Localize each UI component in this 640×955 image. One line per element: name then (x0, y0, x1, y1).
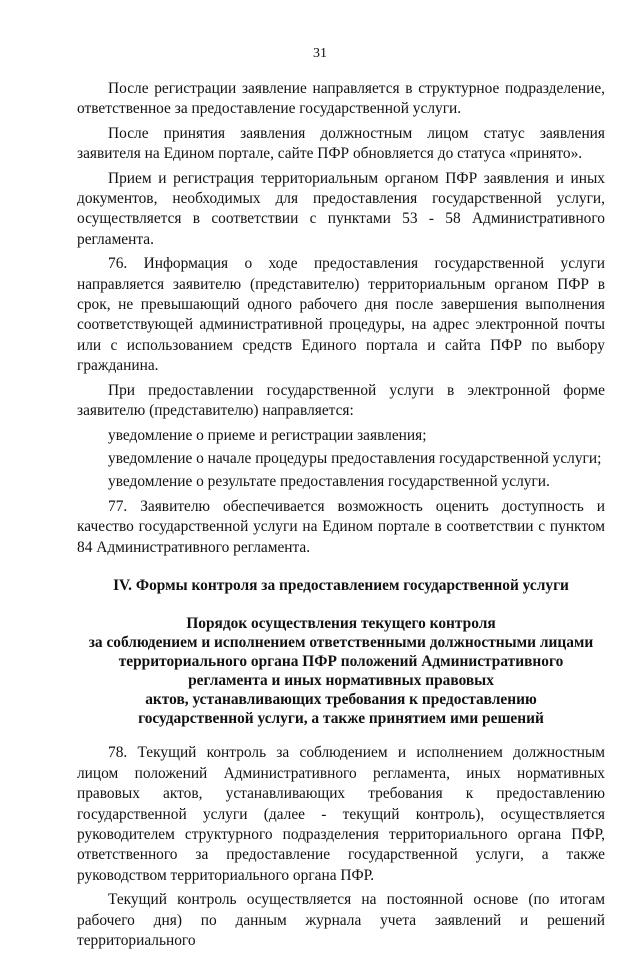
paragraph-76: 76. Информация о ходе предоставления государственной услуги направляется заявителю (представителю) территориальным органом ПФР в срок, не превышающий одного рабочего дня после завершения выполнения соответствующей административной процедуры, на адрес электронной почты или с использованием средств Единого портала и сайта ПФР по выбору гражданина. (77, 255, 605, 375)
section-heading: IV. Формы контроля за предоставлением государственной услуги (113, 576, 569, 594)
subheading-line: территориального органа ПФР положений Административного (118, 653, 564, 671)
subheading-line: за соблюдением и исполнением ответственными должностными лицами (88, 634, 594, 652)
page-number: 31 (313, 46, 327, 61)
subheading-line: актов, устанавливающих требования к предоставлению (145, 691, 537, 709)
paragraph-electronic-notifications: При предоставлении государственной услуги в электронной форме заявителю (представителю) направляется: (77, 381, 605, 420)
paragraph-current-control: Текущий контроль осуществляется на постоянной основе (по итогам рабочего дня) по данным журнала учета заявлений и решений территориального (77, 891, 605, 949)
subheading-line: Порядок осуществления текущего контроля (186, 615, 496, 633)
paragraph-78: 78. Текущий контроль за соблюдением и исполнением должностным лицом положений Административного регламента, иных нормативных правовых актов, устанавливающих требования к предоставлению государственной услуги (далее - текущий контроль), осуществляется руководителем структурного подразделения территориального органа ПФР, ответственного за предоставление государственной услуги, а также руководством территориального органа ПФР. (77, 744, 605, 884)
document-body (77, 79, 605, 955)
subheading-line: регламента и иных нормативных правовых (188, 672, 494, 690)
list-item: уведомление о приеме и регистрации заявления; (108, 426, 427, 444)
subsection-heading (77, 614, 605, 728)
subheading-line: государственной услуги, а также принятием ими решений (138, 710, 544, 728)
list-item: уведомление о результате предоставления государственной услуги. (108, 473, 550, 491)
paragraph-status-update: После принятия заявления должностным лицом статус заявления заявителя на Едином портале, сайте ПФР обновляется до статуса «принято». (77, 124, 605, 163)
list-item: уведомление о начале процедуры предоставления государственной услуги; (108, 449, 602, 467)
paragraph-registration-routing: После регистрации заявление направляется в структурное подразделение, ответственное за предоставление государственной услуги. (77, 80, 605, 118)
paragraph-reception-registration: Прием и регистрация территориальным органом ПФР заявления и иных документов, необходимых для предоставления государственной услуги, осуществляется в соответствии с пунктами 53 - 58 Административного регламента. (77, 169, 605, 248)
paragraph-77: 77. Заявителю обеспечивается возможность оценить доступность и качество государственной услуги на Едином портале в соответствии с пунктом 84 Административного регламента. (77, 497, 605, 556)
